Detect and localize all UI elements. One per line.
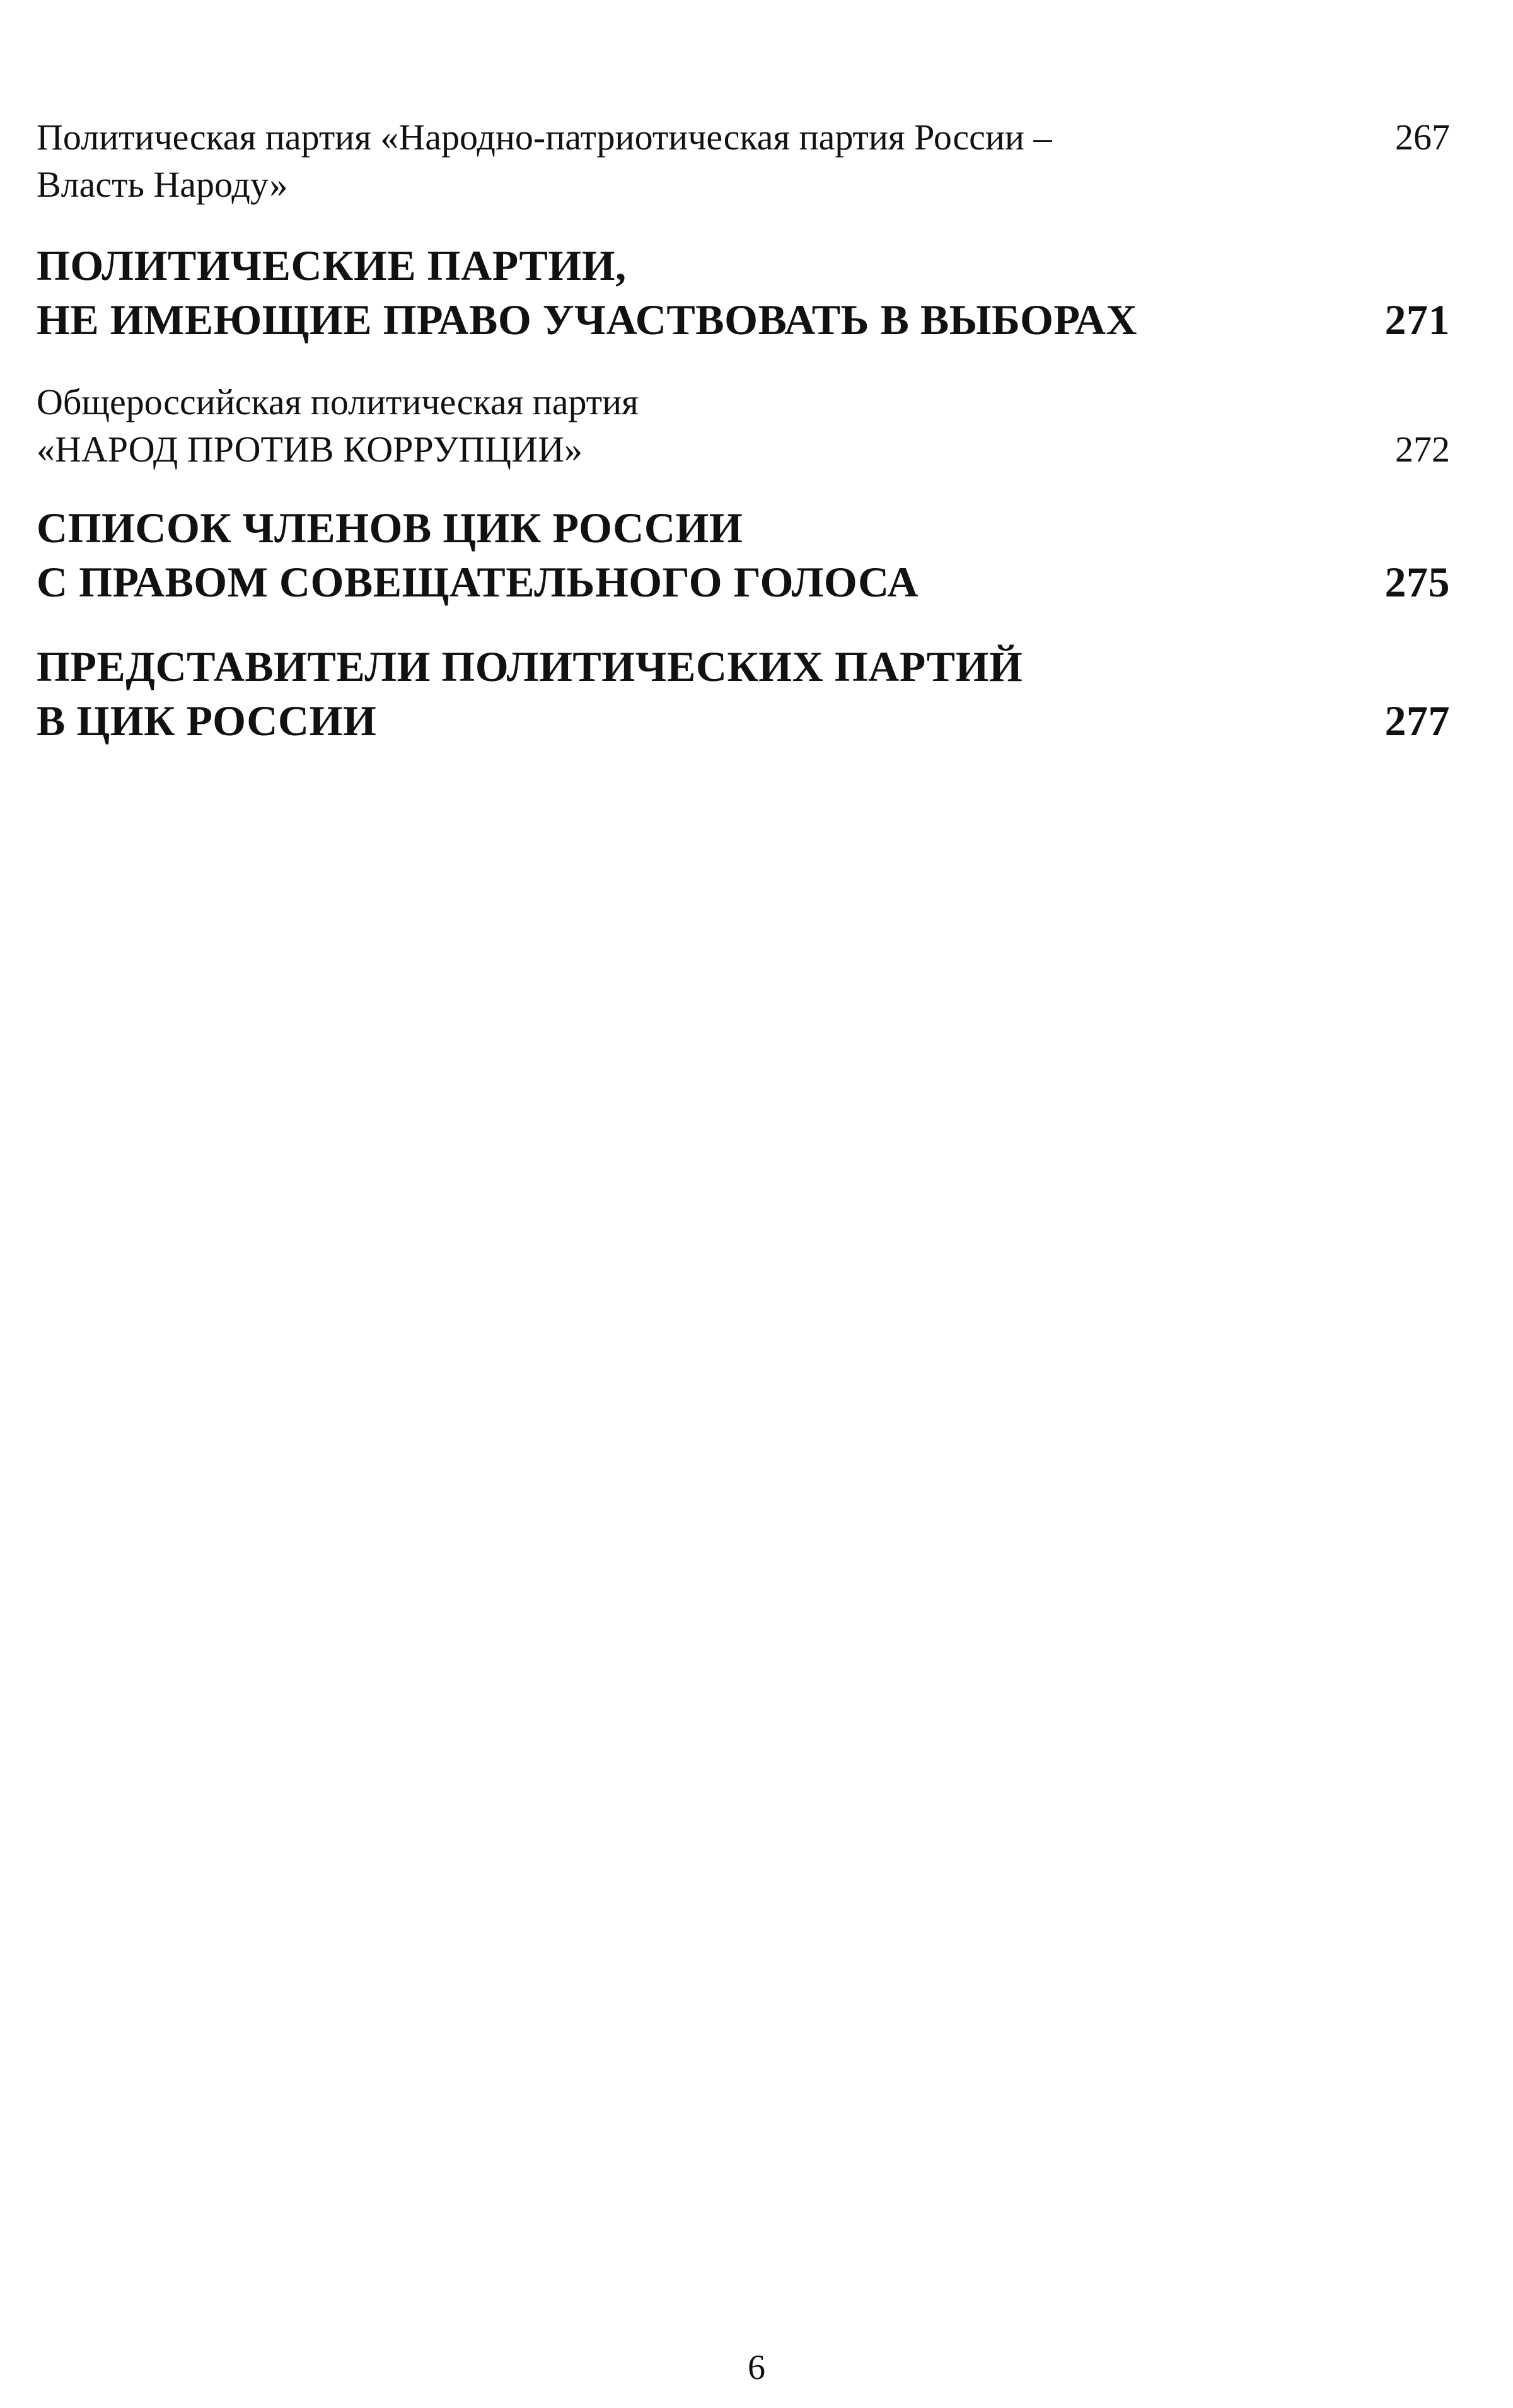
toc-section-title-line: ПРЕДСТАВИТЕЛИ ПОЛИТИЧЕСКИХ ПАРТИЙ <box>37 643 1023 690</box>
table-of-contents <box>37 113 1450 748</box>
toc-section-title-line: С ПРАВОМ СОВЕЩАТЕЛЬНОГО ГОЛОСА <box>37 558 919 606</box>
toc-entry-title-line: Власть Народу» <box>37 164 288 205</box>
toc-entry-title <box>37 113 1234 208</box>
toc-section-title-line: В ЦИК РОССИИ <box>37 697 377 745</box>
toc-entry-party-narodno-patrioticheskaya <box>37 113 1450 208</box>
toc-section-title-line: СПИСОК ЧЛЕНОВ ЦИК РОССИИ <box>37 504 743 552</box>
toc-section-page-number: 271 <box>1384 296 1450 344</box>
toc-entry-title <box>37 378 1234 473</box>
toc-entry-party-narod-protiv-korruptsii <box>37 378 1450 473</box>
toc-entry-page-number: 272 <box>1395 429 1450 470</box>
toc-entry-title-line: Политическая партия «Народно-патриотическая партия России – <box>37 117 1052 158</box>
toc-section-cik-members-list <box>37 501 1450 609</box>
toc-entry-page-number: 267 <box>1395 117 1450 158</box>
toc-section-title <box>37 639 1234 748</box>
toc-section-parties-without-right <box>37 238 1450 347</box>
toc-section-title-line: ПОЛИТИЧЕСКИЕ ПАРТИИ, <box>37 241 627 289</box>
toc-section-title-line: НЕ ИМЕЮЩИЕ ПРАВО УЧАСТВОВАТЬ В ВЫБОРАХ <box>37 296 1137 344</box>
toc-section-title <box>37 238 1234 347</box>
toc-entry-title-line: «НАРОД ПРОТИВ КОРРУПЦИИ» <box>37 429 583 470</box>
toc-entry-title-line: Общероссийская политическая партия <box>37 381 639 422</box>
toc-section-page-number: 277 <box>1384 697 1450 745</box>
toc-section-party-representatives <box>37 639 1450 748</box>
toc-section-title <box>37 501 1234 609</box>
page-number-footer: 6 <box>748 2348 765 2387</box>
toc-section-page-number: 275 <box>1384 558 1450 606</box>
